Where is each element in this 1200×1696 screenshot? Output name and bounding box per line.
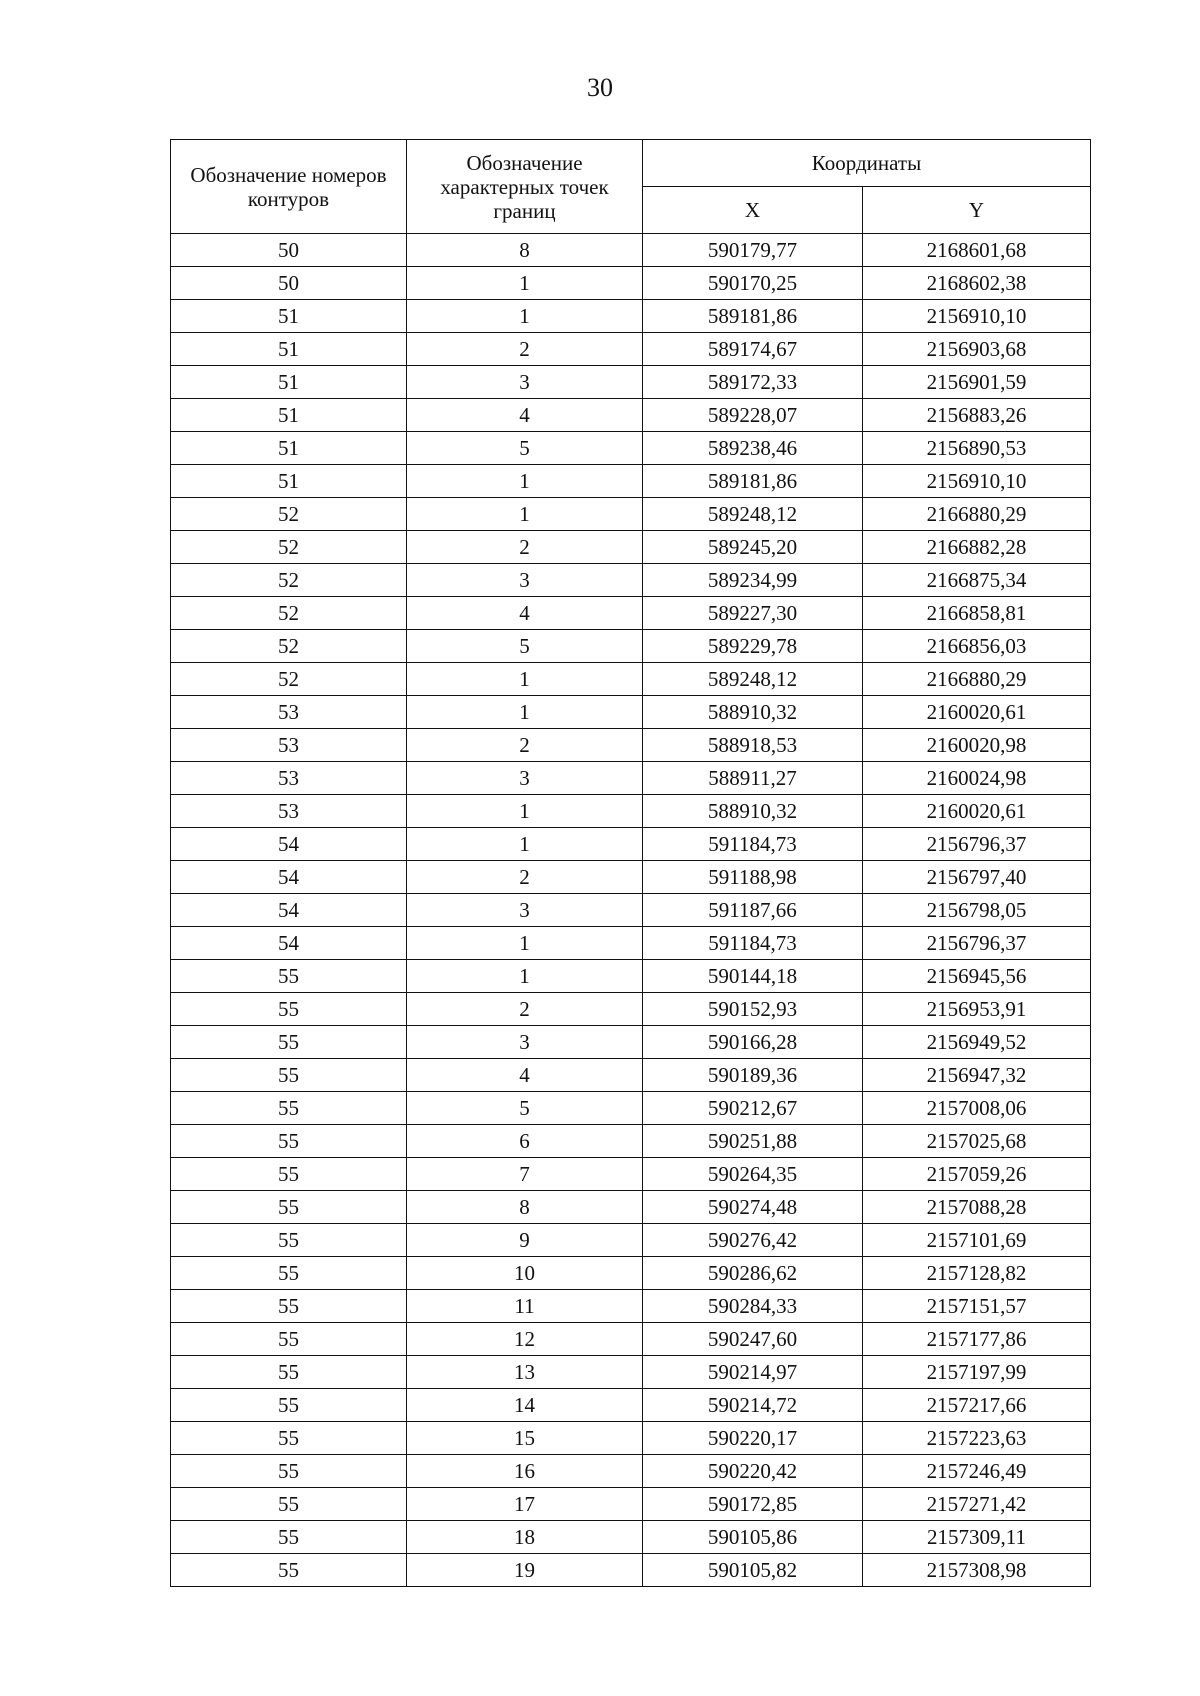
contour-cell: 55	[171, 1323, 407, 1356]
y-cell: 2157223,63	[863, 1422, 1091, 1455]
contour-cell: 53	[171, 729, 407, 762]
header-point: Обозначение характерных точек границ	[407, 140, 643, 234]
y-cell: 2160020,61	[863, 795, 1091, 828]
table-row	[171, 1323, 1091, 1356]
table-row	[171, 432, 1091, 465]
contour-cell: 51	[171, 432, 407, 465]
table-row	[171, 1125, 1091, 1158]
contour-cell: 54	[171, 894, 407, 927]
table-row	[171, 1521, 1091, 1554]
point-cell: 5	[407, 1092, 643, 1125]
point-cell: 7	[407, 1158, 643, 1191]
y-cell: 2156910,10	[863, 300, 1091, 333]
y-cell: 2156890,53	[863, 432, 1091, 465]
y-cell: 2168602,38	[863, 267, 1091, 300]
contour-cell: 51	[171, 366, 407, 399]
table-row	[171, 498, 1091, 531]
contour-cell: 55	[171, 993, 407, 1026]
contour-cell: 51	[171, 399, 407, 432]
contour-cell: 55	[171, 1290, 407, 1323]
x-cell: 588910,32	[643, 696, 863, 729]
point-cell: 15	[407, 1422, 643, 1455]
table-row	[171, 399, 1091, 432]
table-row	[171, 1092, 1091, 1125]
point-cell: 2	[407, 729, 643, 762]
y-cell: 2157308,98	[863, 1554, 1091, 1587]
y-cell: 2157246,49	[863, 1455, 1091, 1488]
table-row	[171, 564, 1091, 597]
contour-cell: 50	[171, 267, 407, 300]
table-row	[171, 1389, 1091, 1422]
table-row	[171, 1554, 1091, 1587]
y-cell: 2157309,11	[863, 1521, 1091, 1554]
y-cell: 2156945,56	[863, 960, 1091, 993]
contour-cell: 55	[171, 1554, 407, 1587]
y-cell: 2166856,03	[863, 630, 1091, 663]
contour-cell: 54	[171, 927, 407, 960]
point-cell: 2	[407, 531, 643, 564]
header-coordinates: Координаты	[643, 140, 1091, 187]
point-cell: 3	[407, 762, 643, 795]
y-cell: 2157088,28	[863, 1191, 1091, 1224]
table-row	[171, 630, 1091, 663]
point-cell: 4	[407, 399, 643, 432]
contour-cell: 55	[171, 1158, 407, 1191]
point-cell: 11	[407, 1290, 643, 1323]
y-cell: 2157008,06	[863, 1092, 1091, 1125]
table-header	[171, 140, 1091, 234]
point-cell: 18	[407, 1521, 643, 1554]
table-row	[171, 300, 1091, 333]
contour-cell: 52	[171, 630, 407, 663]
contour-cell: 55	[171, 1521, 407, 1554]
x-cell: 590247,60	[643, 1323, 863, 1356]
contour-cell: 52	[171, 564, 407, 597]
x-cell: 590105,86	[643, 1521, 863, 1554]
y-cell: 2157025,68	[863, 1125, 1091, 1158]
point-cell: 3	[407, 1026, 643, 1059]
contour-cell: 53	[171, 795, 407, 828]
table-row	[171, 531, 1091, 564]
x-cell: 589181,86	[643, 465, 863, 498]
x-cell: 591184,73	[643, 828, 863, 861]
contour-cell: 53	[171, 762, 407, 795]
header-x: X	[643, 187, 863, 234]
contour-cell: 55	[171, 1224, 407, 1257]
y-cell: 2156798,05	[863, 894, 1091, 927]
contour-cell: 51	[171, 300, 407, 333]
point-cell: 3	[407, 894, 643, 927]
table-row	[171, 1224, 1091, 1257]
contour-cell: 55	[171, 1356, 407, 1389]
table-row	[171, 1191, 1091, 1224]
table-row	[171, 894, 1091, 927]
table-row	[171, 861, 1091, 894]
x-cell: 588911,27	[643, 762, 863, 795]
point-cell: 1	[407, 828, 643, 861]
table-row	[171, 1290, 1091, 1323]
table-row	[171, 696, 1091, 729]
y-cell: 2166880,29	[863, 498, 1091, 531]
point-cell: 9	[407, 1224, 643, 1257]
x-cell: 590212,67	[643, 1092, 863, 1125]
y-cell: 2157197,99	[863, 1356, 1091, 1389]
point-cell: 13	[407, 1356, 643, 1389]
table-row	[171, 828, 1091, 861]
point-cell: 1	[407, 696, 643, 729]
point-cell: 2	[407, 333, 643, 366]
header-contour: Обозначение номеров контуров	[171, 140, 407, 234]
point-cell: 17	[407, 1488, 643, 1521]
contour-cell: 53	[171, 696, 407, 729]
point-cell: 12	[407, 1323, 643, 1356]
table-row	[171, 333, 1091, 366]
x-cell: 590220,17	[643, 1422, 863, 1455]
x-cell: 590274,48	[643, 1191, 863, 1224]
table-row	[171, 1488, 1091, 1521]
x-cell: 590264,35	[643, 1158, 863, 1191]
x-cell: 589181,86	[643, 300, 863, 333]
contour-cell: 54	[171, 828, 407, 861]
x-cell: 588918,53	[643, 729, 863, 762]
y-cell: 2156949,52	[863, 1026, 1091, 1059]
contour-cell: 55	[171, 1488, 407, 1521]
x-cell: 589172,33	[643, 366, 863, 399]
point-cell: 2	[407, 993, 643, 1026]
y-cell: 2160024,98	[863, 762, 1091, 795]
point-cell: 16	[407, 1455, 643, 1488]
table-row	[171, 465, 1091, 498]
contour-cell: 54	[171, 861, 407, 894]
table-row	[171, 795, 1091, 828]
y-cell: 2156947,32	[863, 1059, 1091, 1092]
x-cell: 590220,42	[643, 1455, 863, 1488]
table-row	[171, 663, 1091, 696]
table-row	[171, 267, 1091, 300]
point-cell: 19	[407, 1554, 643, 1587]
x-cell: 590172,85	[643, 1488, 863, 1521]
x-cell: 589248,12	[643, 498, 863, 531]
table-row	[171, 729, 1091, 762]
point-cell: 2	[407, 861, 643, 894]
y-cell: 2156797,40	[863, 861, 1091, 894]
x-cell: 589174,67	[643, 333, 863, 366]
table-row	[171, 1026, 1091, 1059]
point-cell: 4	[407, 1059, 643, 1092]
contour-cell: 55	[171, 1422, 407, 1455]
contour-cell: 52	[171, 498, 407, 531]
x-cell: 590105,82	[643, 1554, 863, 1587]
x-cell: 590144,18	[643, 960, 863, 993]
point-cell: 1	[407, 267, 643, 300]
y-cell: 2166875,34	[863, 564, 1091, 597]
contour-cell: 52	[171, 663, 407, 696]
y-cell: 2168601,68	[863, 234, 1091, 267]
y-cell: 2156883,26	[863, 399, 1091, 432]
y-cell: 2166882,28	[863, 531, 1091, 564]
table-row	[171, 1257, 1091, 1290]
x-cell: 589245,20	[643, 531, 863, 564]
y-cell: 2157059,26	[863, 1158, 1091, 1191]
x-cell: 590166,28	[643, 1026, 863, 1059]
table-row	[171, 927, 1091, 960]
y-cell: 2156901,59	[863, 366, 1091, 399]
x-cell: 589234,99	[643, 564, 863, 597]
contour-cell: 50	[171, 234, 407, 267]
x-cell: 590214,97	[643, 1356, 863, 1389]
contour-cell: 55	[171, 1026, 407, 1059]
table-row	[171, 1422, 1091, 1455]
contour-cell: 55	[171, 1092, 407, 1125]
point-cell: 8	[407, 1191, 643, 1224]
x-cell: 589248,12	[643, 663, 863, 696]
x-cell: 591184,73	[643, 927, 863, 960]
header-y: Y	[863, 187, 1091, 234]
y-cell: 2157177,86	[863, 1323, 1091, 1356]
y-cell: 2156796,37	[863, 828, 1091, 861]
point-cell: 1	[407, 663, 643, 696]
table-row	[171, 597, 1091, 630]
x-cell: 590179,77	[643, 234, 863, 267]
x-cell: 589227,30	[643, 597, 863, 630]
point-cell: 3	[407, 564, 643, 597]
table-row	[171, 1158, 1091, 1191]
x-cell: 588910,32	[643, 795, 863, 828]
contour-cell: 52	[171, 597, 407, 630]
table-row	[171, 1059, 1091, 1092]
table-row	[171, 762, 1091, 795]
contour-cell: 52	[171, 531, 407, 564]
y-cell: 2157217,66	[863, 1389, 1091, 1422]
point-cell: 10	[407, 1257, 643, 1290]
contour-cell: 55	[171, 1191, 407, 1224]
contour-cell: 55	[171, 960, 407, 993]
point-cell: 1	[407, 795, 643, 828]
point-cell: 1	[407, 465, 643, 498]
y-cell: 2157128,82	[863, 1257, 1091, 1290]
x-cell: 590170,25	[643, 267, 863, 300]
contour-cell: 55	[171, 1455, 407, 1488]
y-cell: 2157271,42	[863, 1488, 1091, 1521]
point-cell: 5	[407, 630, 643, 663]
point-cell: 1	[407, 498, 643, 531]
x-cell: 590214,72	[643, 1389, 863, 1422]
coordinates-table	[170, 139, 1091, 1587]
point-cell: 1	[407, 927, 643, 960]
point-cell: 14	[407, 1389, 643, 1422]
x-cell: 591188,98	[643, 861, 863, 894]
table-row	[171, 1356, 1091, 1389]
x-cell: 589238,46	[643, 432, 863, 465]
point-cell: 4	[407, 597, 643, 630]
contour-cell: 55	[171, 1059, 407, 1092]
contour-cell: 55	[171, 1125, 407, 1158]
y-cell: 2156953,91	[863, 993, 1091, 1026]
y-cell: 2156796,37	[863, 927, 1091, 960]
x-cell: 590284,33	[643, 1290, 863, 1323]
x-cell: 590251,88	[643, 1125, 863, 1158]
y-cell: 2156903,68	[863, 333, 1091, 366]
point-cell: 3	[407, 366, 643, 399]
y-cell: 2156910,10	[863, 465, 1091, 498]
x-cell: 589228,07	[643, 399, 863, 432]
y-cell: 2160020,98	[863, 729, 1091, 762]
x-cell: 590276,42	[643, 1224, 863, 1257]
x-cell: 590189,36	[643, 1059, 863, 1092]
x-cell: 591187,66	[643, 894, 863, 927]
table-body	[171, 234, 1091, 1587]
table-row	[171, 366, 1091, 399]
point-cell: 1	[407, 960, 643, 993]
contour-cell: 55	[171, 1257, 407, 1290]
y-cell: 2166880,29	[863, 663, 1091, 696]
table-row	[171, 960, 1091, 993]
contour-cell: 51	[171, 465, 407, 498]
point-cell: 6	[407, 1125, 643, 1158]
y-cell: 2160020,61	[863, 696, 1091, 729]
x-cell: 590286,62	[643, 1257, 863, 1290]
table-row	[171, 1455, 1091, 1488]
contour-cell: 55	[171, 1389, 407, 1422]
point-cell: 8	[407, 234, 643, 267]
x-cell: 589229,78	[643, 630, 863, 663]
contour-cell: 51	[171, 333, 407, 366]
x-cell: 590152,93	[643, 993, 863, 1026]
y-cell: 2157151,57	[863, 1290, 1091, 1323]
y-cell: 2166858,81	[863, 597, 1091, 630]
point-cell: 1	[407, 300, 643, 333]
table-row	[171, 993, 1091, 1026]
y-cell: 2157101,69	[863, 1224, 1091, 1257]
page-number: 30	[587, 73, 613, 102]
table-row	[171, 234, 1091, 267]
point-cell: 5	[407, 432, 643, 465]
